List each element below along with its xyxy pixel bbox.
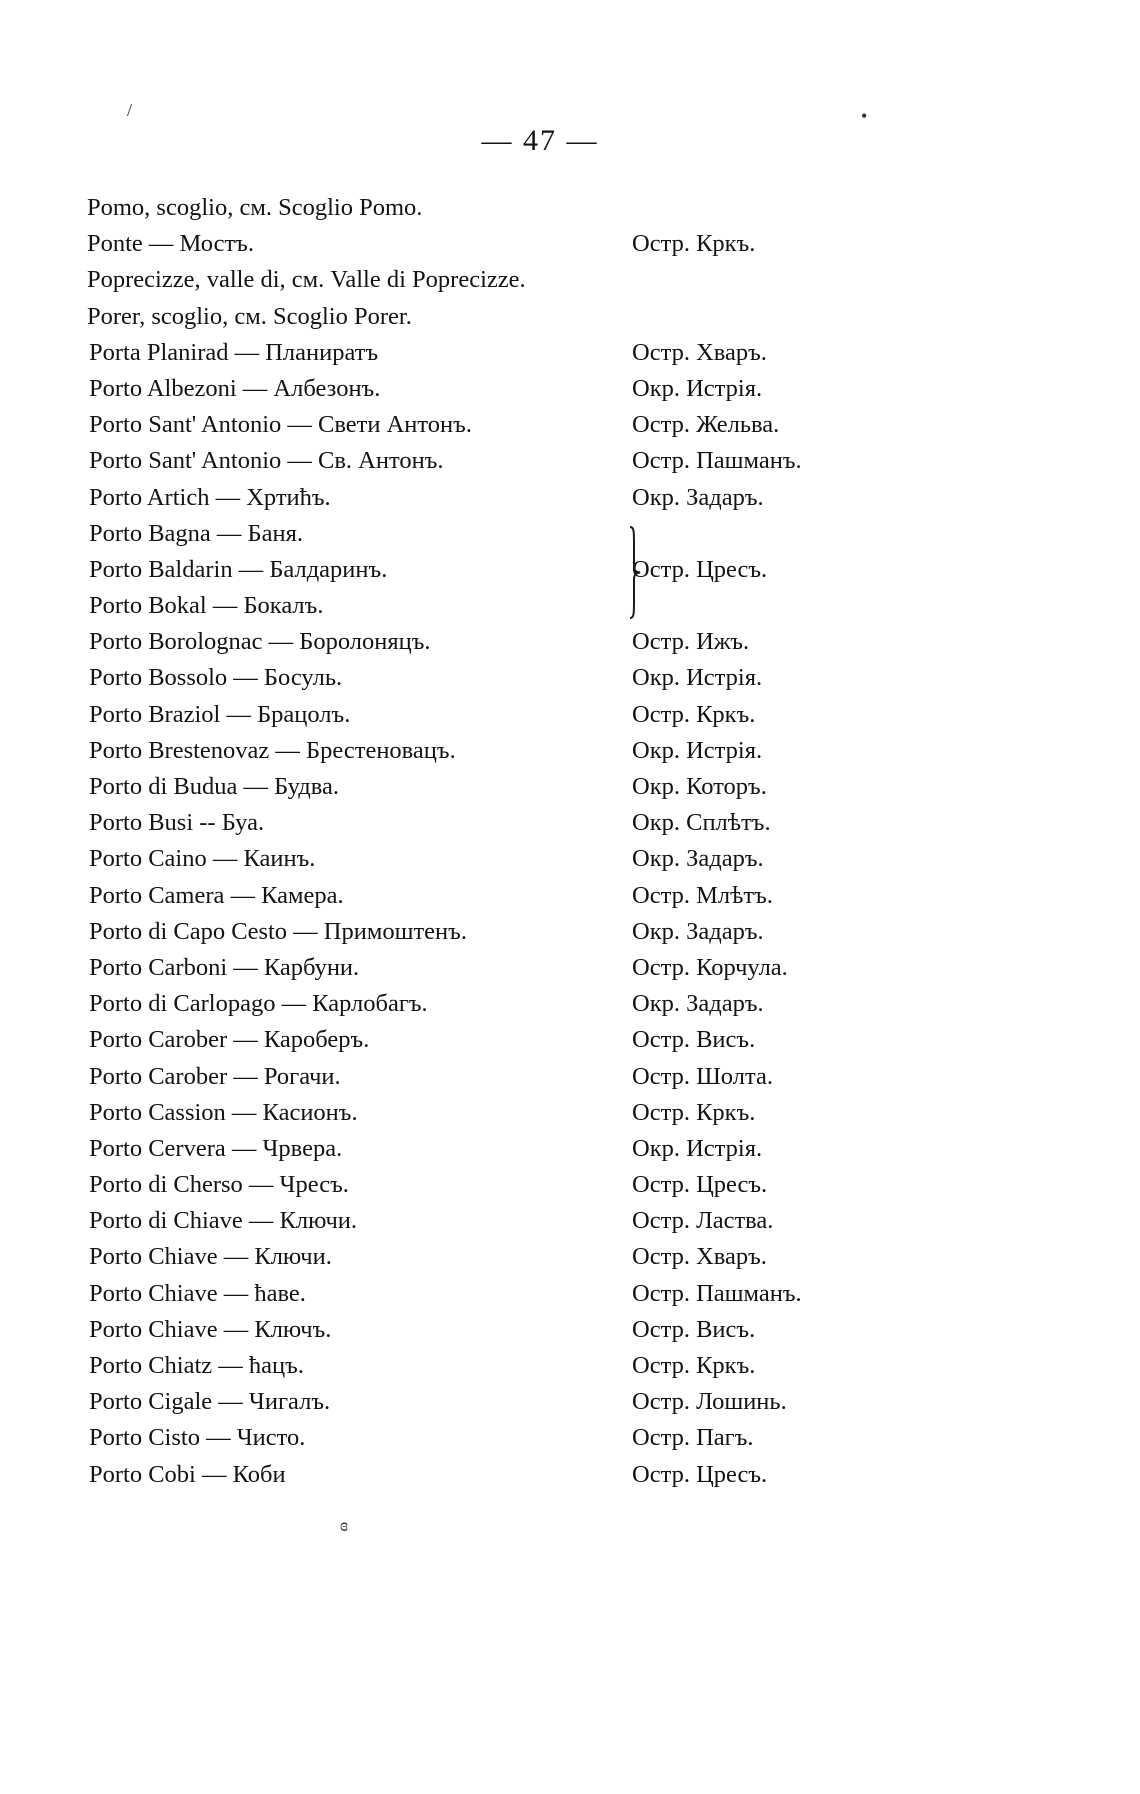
entry-term: Porto Albezoni — Албезонъ. [89,374,381,402]
entry-term: Porto di Carlopago — Карлобагъ. [89,990,428,1018]
entry-location: Остр. Ижъ. [632,628,750,656]
entry-term: Porto Carober — Рогачи. [89,1062,341,1090]
list-item [87,299,1087,335]
entry-term: Porto Bossolo — Босуль. [89,664,343,692]
entry-term: Poprecizze, valle di, см. Valle di Poprecizze. [87,266,526,294]
entry-term: Porto Bokal — Бокалъ. [89,592,324,620]
entry-term: Porto di Chiave — Ключи. [89,1207,358,1235]
entry-term: Porto di Cherso — Чресъ. [89,1171,349,1199]
entry-location: Остр. Кркъ. [632,230,756,258]
entry-term: Porto Cisto — Чисто. [89,1424,306,1452]
entry-term: Porto Baldarin — Балдаринъ. [89,555,388,583]
stray-mark: / [127,100,133,120]
grouping-brace [628,525,642,620]
entry-location: Остр. Кркъ. [632,700,756,728]
entry-term: Porto Artich — Хртићъ. [89,483,331,511]
stray-mark: ɞ [340,1515,348,1535]
entry-term: Porto Sant' Antonio — Св. Антонъ. [89,447,444,475]
entry-term: Porto Chiave — ћаве. [89,1279,306,1307]
entry-location: Окр. Истрія. [632,374,763,402]
list-item [87,878,1087,914]
list-item [87,1131,1087,1167]
entry-location: Окр. Задаръ. [632,990,764,1018]
entry-term: Porto Borolognac — Боролоняцъ. [89,628,431,656]
entry-term: Porto Chiave — Ключи. [89,1243,332,1271]
entry-location: Остр. Висъ. [632,1315,756,1343]
list-item [87,1276,1087,1312]
list-item [87,226,1087,262]
entry-term: Porto di Budua — Будва. [89,773,339,800]
entry-term: Porto Sant' Antonio — Свети Антонъ. [89,411,472,439]
list-item [87,1095,1087,1131]
list-item [87,1312,1087,1348]
entry-location: Остр. Цресъ. [632,1171,768,1199]
entry-term: Porto Camera — Камера. [89,881,344,909]
entry-location: Остр. Лошинь. [632,1388,787,1416]
entry-term: Porto Cervera — Чрвера. [89,1134,343,1162]
list-item [87,1059,1087,1095]
list-item [87,660,1087,696]
stray-mark: • [861,106,868,126]
entry-location: Остр. Кркъ. [632,1352,756,1379]
list-item [87,914,1087,950]
list-item [87,1420,1087,1456]
entry-term: Pomo, scoglio, см. Scoglio Pomo. [87,194,423,221]
entry-location: Остр. Жельва. [632,411,780,439]
entry-location: Остр. Цресъ. [632,1460,768,1488]
entry-term: Porto Caino — Каинъ. [89,845,316,873]
list-item [87,697,1087,733]
list-item [87,552,1087,588]
list-item [87,262,1087,298]
list-item [87,1348,1087,1384]
list-item [87,624,1087,660]
entry-list [87,190,1087,1493]
page-number: — 47 — [481,124,599,157]
entry-location: Окр. Истрія. [632,1134,763,1162]
entry-term: Porto Brestenovaz — Брестеновацъ. [89,736,456,764]
list-item [87,443,1087,479]
entry-location: Остр. Корчула. [632,953,788,981]
list-item [87,1457,1087,1493]
list-item [87,407,1087,443]
list-item [87,371,1087,407]
entry-location: Окр. Которъ. [632,773,767,800]
entry-location: Остр. Млѣтъ. [632,881,773,909]
entry-location: Окр. Сплѣтъ. [632,809,771,837]
entry-term: Porto Carober — Кароберъ. [89,1026,370,1054]
list-item [87,1239,1087,1275]
entry-location: Остр. Ластва. [632,1207,774,1235]
entry-location: Окр. Истрія. [632,664,763,692]
list-item [87,986,1087,1022]
entry-term: Porto di Capo Cesto — Примоштенъ. [89,917,467,945]
entry-term: Porta Planirad — Планиратъ [89,338,379,366]
entry-location: Окр. Задаръ. [632,845,764,873]
entry-location: Остр. Пашманъ. [632,1279,802,1307]
entry-term: Porto Bagna — Баня. [89,519,304,547]
entry-term: Porto Cigale — Чигалъ. [89,1388,331,1416]
list-item [87,516,1087,552]
entry-term: Porto Braziol — Брацолъ. [89,700,351,728]
entry-location: Окр. Задаръ. [632,483,764,511]
list-item [87,335,1087,371]
list-item [87,733,1087,769]
list-item [87,588,1087,624]
entry-location: Остр. Шолта. [632,1062,773,1090]
list-item [87,1167,1087,1203]
list-item [87,841,1087,877]
entry-location: Остр. Пашманъ. [632,447,802,475]
list-item [87,480,1087,516]
list-item [87,805,1087,841]
entry-term: Ponte — Мостъ. [87,230,254,258]
entry-term: Porto Carboni — Карбуни. [89,953,360,981]
entry-location: Окр. Задаръ. [632,917,764,945]
entry-location: Остр. Цресъ. [632,555,768,583]
entry-location: Окр. Истрія. [632,736,763,764]
list-item [87,769,1087,805]
entry-term: Porto Chiave — Ключъ. [89,1315,332,1343]
entry-term: Porto Busi -- Буа. [89,809,265,837]
list-item [87,190,1087,226]
entry-term: Porto Cobi — Коби [89,1460,286,1488]
list-item [87,1203,1087,1239]
list-item [87,950,1087,986]
entry-location: Остр. Хваръ. [632,1243,767,1271]
entry-location: Остр. Висъ. [632,1026,756,1054]
entry-term: Porto Chiatz — ћацъ. [89,1352,304,1379]
list-item [87,1022,1087,1058]
entry-term: Porer, scoglio, см. Scoglio Porer. [87,302,412,330]
entry-term: Porto Cassion — Касионъ. [89,1098,358,1126]
entry-location: Остр. Пагъ. [632,1424,754,1452]
list-item [87,1384,1087,1420]
entry-location: Остр. Хваръ. [632,338,767,366]
entry-location: Остр. Кркъ. [632,1098,756,1126]
